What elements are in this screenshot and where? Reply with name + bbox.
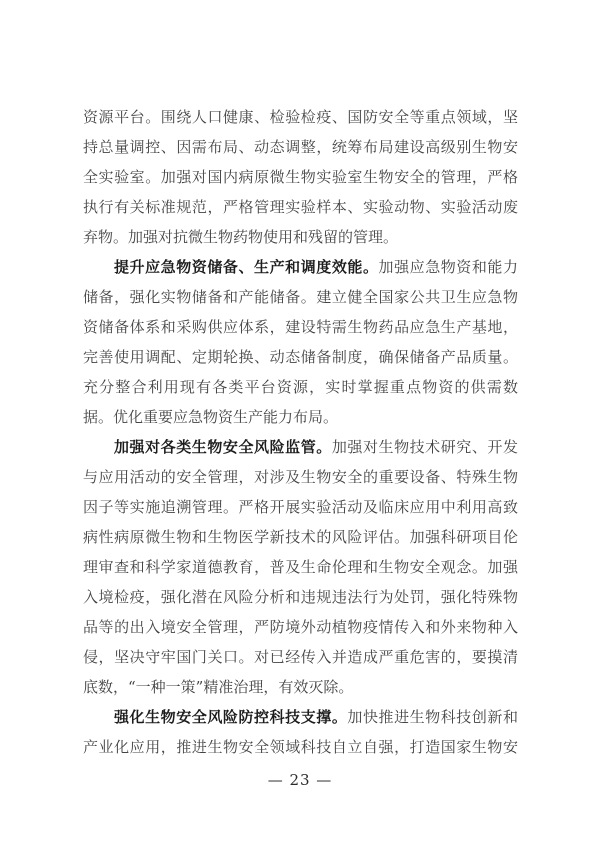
- text-line: 品等的出入境安全管理，严防境外动植物疫情传入和外来物种入: [83, 618, 518, 636]
- text-line: 病性病原微生物和生物医学新技术的风险评估。加强科研项目伦: [83, 528, 518, 546]
- text-line: 充分整合利用现有各类平台资源，实时掌握重点物资的供需数: [83, 378, 518, 396]
- text-line: 全实验室。加强对国内病原微生物实验室生物安全的管理，严格: [83, 168, 518, 186]
- text-line: 底数，“一种一策”精准治理，有效灭除。: [83, 678, 354, 696]
- text-line: 入境检疫，强化潜在风险分析和违规违法行为处罚，强化特殊物: [83, 588, 518, 606]
- text-line: 据。优化重要应急物资生产能力布局。: [83, 408, 339, 426]
- document-text-block: [83, 102, 518, 762]
- text-line: 产业化应用，推进生物安全领域科技自立自强，打造国家生物安: [83, 738, 518, 756]
- text-line: 侵，坚决守牢国门关口。对已经传入并造成严重危害的，要摸清: [83, 648, 518, 666]
- text-line: 执行有关标准规范，严格管理实验样本、实验动物、实验活动废: [83, 198, 518, 216]
- text-line: 提升应急物资储备、生产和调度效能。加强应急物资和能力: [114, 258, 518, 276]
- paragraph-lead-bold: 提升应急物资储备、生产和调度效能。: [114, 258, 379, 276]
- text-line: 强化生物安全风险防控科技支撑。加快推进生物科技创新和: [114, 708, 518, 726]
- text-line: 完善使用调配、定期轮换、动态储备制度，确保储备产品质量。: [83, 348, 518, 366]
- page-number: — 23 —: [267, 771, 333, 789]
- text-line: 储备，强化实物储备和产能储备。建立健全国家公共卫生应急物: [83, 288, 518, 306]
- paragraph-lead-bold: 加强对各类生物安全风险监管。: [114, 438, 332, 456]
- text-line: 资储备体系和采购供应体系，建设特需生物药品应急生产基地，: [83, 318, 518, 336]
- paragraph-lead-bold: 强化生物安全风险防控科技支撑。: [114, 708, 348, 726]
- text-line: 弃物。加强对抗微生物药物使用和残留的管理。: [83, 228, 399, 246]
- text-line: 理审查和科学家道德教育，普及生命伦理和生物安全观念。加强: [83, 558, 518, 576]
- text-line: 因子等实施追溯管理。严格开展实验活动及临床应用中利用高致: [83, 498, 518, 516]
- text-line: 资源平台。围绕人口健康、检验检疫、国防安全等重点领域，坚: [83, 108, 518, 126]
- text-line: 持总量调控、因需布局、动态调整，统筹布局建设高级别生物安: [83, 138, 518, 156]
- text-line: 与应用活动的安全管理，对涉及生物安全的重要设备、特殊生物: [83, 468, 518, 486]
- text-line: 加强对各类生物安全风险监管。加强对生物技术研究、开发: [114, 438, 518, 456]
